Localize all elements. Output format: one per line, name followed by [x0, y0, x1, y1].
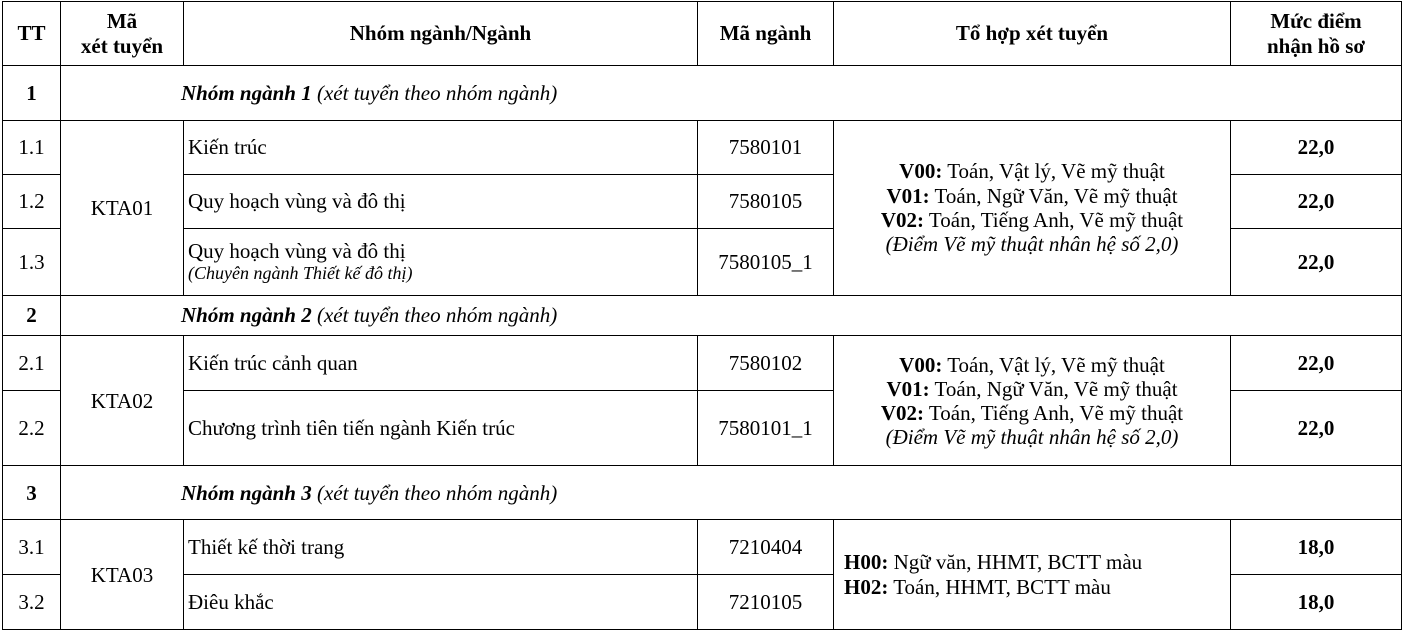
muc-diem: 22,0	[1231, 120, 1402, 174]
to-hop-xet-tuyen: V00: Toán, Vật lý, Vẽ mỹ thuật V01: Toán, Ngữ Văn, Vẽ mỹ thuật V02: Toán, Tiếng Anh, Vẽ mỹ thuật (Điểm Vẽ mỹ thuật nhân hệ số 2,0)	[834, 120, 1231, 295]
group-tt: 1	[3, 66, 61, 121]
ma-xet-tuyen: KTA02	[61, 336, 184, 466]
muc-diem: 22,0	[1231, 228, 1402, 295]
group-row	[3, 66, 1402, 121]
header-row	[3, 2, 1402, 66]
row-tt: 3.2	[3, 575, 61, 630]
muc-diem: 22,0	[1231, 336, 1402, 391]
group-title: Nhóm ngành 1 (xét tuyển theo nhóm ngành)	[61, 66, 1402, 121]
group-title: Nhóm ngành 3 (xét tuyển theo nhóm ngành)	[61, 466, 1402, 520]
to-hop-xet-tuyen: H00: Ngữ văn, HHMT, BCTT màu H02: Toán, HHMT, BCTT màu	[834, 520, 1231, 630]
header-tt: TT	[3, 2, 61, 66]
ma-nganh: 7580101	[698, 120, 834, 174]
ma-xet-tuyen: KTA01	[61, 120, 184, 295]
group-tt: 3	[3, 466, 61, 520]
row-tt: 3.1	[3, 520, 61, 575]
nganh-name: Thiết kế thời trang	[184, 520, 698, 575]
header-nhom-nganh: Nhóm ngành/Ngành	[184, 2, 698, 66]
ma-nganh: 7580101_1	[698, 391, 834, 466]
ma-nganh: 7580105	[698, 174, 834, 228]
ma-nganh: 7210105	[698, 575, 834, 630]
nganh-name: Điêu khắc	[184, 575, 698, 630]
muc-diem: 18,0	[1231, 575, 1402, 630]
group-row	[3, 466, 1402, 520]
table-row	[3, 336, 1402, 391]
ma-nganh: 7210404	[698, 520, 834, 575]
nganh-name: Quy hoạch vùng và đô thị (Chuyên ngành Thiết kế đô thị)	[184, 228, 698, 295]
admission-table	[2, 1, 1402, 630]
table-row	[3, 120, 1402, 174]
to-hop-xet-tuyen: V00: Toán, Vật lý, Vẽ mỹ thuật V01: Toán, Ngữ Văn, Vẽ mỹ thuật V02: Toán, Tiếng Anh, Vẽ mỹ thuật (Điểm Vẽ mỹ thuật nhân hệ số 2,0)	[834, 336, 1231, 466]
row-tt: 2.2	[3, 391, 61, 466]
nganh-name: Kiến trúc cảnh quan	[184, 336, 698, 391]
row-tt: 1.2	[3, 174, 61, 228]
muc-diem: 22,0	[1231, 174, 1402, 228]
group-tt: 2	[3, 295, 61, 336]
nganh-name: Kiến trúc	[184, 120, 698, 174]
nganh-name: Chương trình tiên tiến ngành Kiến trúc	[184, 391, 698, 466]
row-tt: 2.1	[3, 336, 61, 391]
table-row	[3, 520, 1402, 575]
header-to-hop: Tổ hợp xét tuyển	[834, 2, 1231, 66]
nganh-name: Quy hoạch vùng và đô thị	[184, 174, 698, 228]
muc-diem: 22,0	[1231, 391, 1402, 466]
header-muc-diem: Mức điểm nhận hồ sơ	[1231, 2, 1402, 66]
ma-xet-tuyen: KTA03	[61, 520, 184, 630]
ma-nganh: 7580102	[698, 336, 834, 391]
ma-nganh: 7580105_1	[698, 228, 834, 295]
header-ma-xet-tuyen: Mã xét tuyển	[61, 2, 184, 66]
group-title: Nhóm ngành 2 (xét tuyển theo nhóm ngành)	[61, 295, 1402, 336]
group-row	[3, 295, 1402, 336]
row-tt: 1.1	[3, 120, 61, 174]
header-ma-nganh: Mã ngành	[698, 2, 834, 66]
muc-diem: 18,0	[1231, 520, 1402, 575]
row-tt: 1.3	[3, 228, 61, 295]
